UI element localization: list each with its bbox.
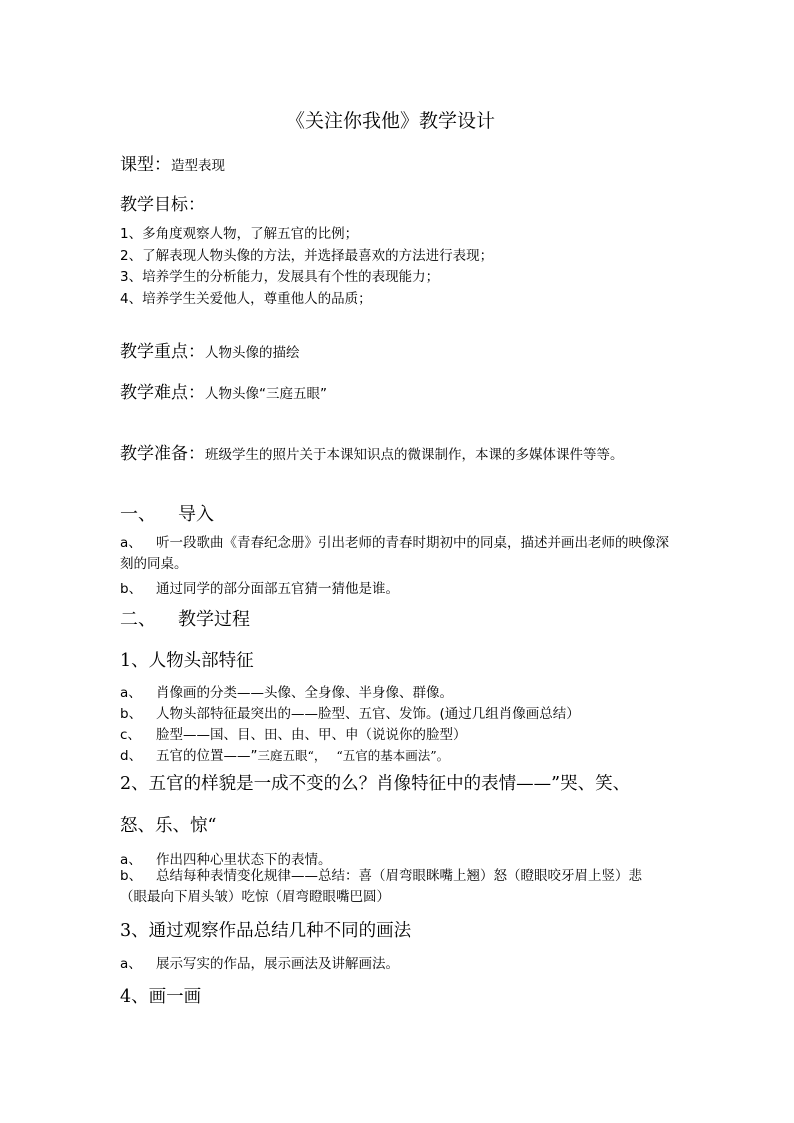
section2-heading	[120, 605, 250, 631]
objective-item-4: 4、培养学生关爱他人，尊重他人的品质；	[120, 291, 372, 307]
key-point-value: 人物头像的描绘	[205, 345, 300, 361]
sub1-item-b	[120, 702, 580, 722]
sub3-item-a-text: 展示写实的作品，展示画法及讲解画法。	[156, 956, 399, 972]
section1-item-b-marker: b、	[120, 581, 143, 597]
section1-item-a-marker: a、	[120, 535, 142, 551]
sub1-item-a	[120, 681, 453, 701]
sub1-item-b-marker: b、	[120, 706, 143, 722]
preparation-row	[120, 439, 624, 464]
sub2-item-b-marker: b、	[120, 868, 143, 884]
key-point-label: 教学重点：	[120, 342, 205, 362]
section2-number: 二、	[120, 609, 156, 630]
sub3-item-a-marker: a、	[120, 956, 142, 972]
sub1-item-c	[120, 723, 467, 743]
sub3-item-a	[120, 952, 399, 972]
preparation-value: 班级学生的照片关于本课知识点的微课制作，本课的多媒体课件等等。	[205, 447, 624, 463]
sub1-item-d-text-a: 五官的位置——”	[156, 748, 258, 764]
section1-item-a	[120, 533, 680, 575]
difficulty-row	[120, 378, 327, 403]
sub2-item-a-text: 作出四种心里状态下的表情。	[156, 852, 332, 868]
sub2-item-a-marker: a、	[120, 852, 142, 868]
sub1-item-c-text: 脸型——国、目、田、由、甲、申（说说你的脸型）	[156, 727, 467, 743]
sub1-item-b-text: 人物头部特征最突出的——脸型、五官、发饰。(通过几组肖像画总结）	[156, 706, 580, 722]
sub1-item-d	[120, 744, 449, 764]
sub2-item-a	[120, 848, 332, 868]
section1-number: 一、	[120, 504, 156, 525]
course-type-row	[120, 150, 225, 175]
section1-item-b	[120, 577, 399, 597]
sub1-item-a-marker: a、	[120, 685, 142, 701]
sub1-item-a-text: 肖像画的分类——头像、全身像、半身像、群像。	[156, 685, 453, 701]
sub2-item-b	[120, 866, 660, 908]
section1-item-b-text: 通过同学的部分面部五官猜一猜他是谁。	[156, 581, 399, 597]
objective-item-1: 1、多角度观察人物，了解五官的比例；	[120, 226, 359, 242]
section1-item-a-text: 听一段歌曲《青春纪念册》引出老师的青春时期初中的同桌，描述并画出老师的映像深刻的同桌。	[120, 535, 669, 572]
sub2-title-line2: 怒、乐、惊“	[120, 816, 217, 836]
sub1-title: 1、人物头部特征	[120, 651, 254, 671]
sub4-title: 4、画一画	[120, 987, 202, 1007]
objectives-heading: 教学目标：	[120, 195, 205, 215]
course-type-value: 造型表现	[171, 158, 225, 174]
difficulty-label: 教学难点：	[120, 383, 205, 403]
section1-title: 导入	[178, 504, 214, 525]
difficulty-value: 人物头像“三庭五眼”	[205, 386, 327, 402]
sub1-item-d-marker: d、	[120, 748, 143, 764]
sub1-item-c-marker: c、	[120, 727, 141, 743]
sub1-item-d-text-c: “五官的基本画法”。	[336, 748, 450, 763]
section1-heading	[120, 500, 214, 526]
course-type-label: 课型：	[120, 155, 171, 175]
sub3-title: 3、通过观察作品总结几种不同的画法	[120, 921, 412, 941]
section2-title: 教学过程	[178, 609, 250, 630]
sub2-item-b-text: 总结每种表情变化规律——总结：喜（眉弯眼眯嘴上翘）怒（瞪眼咬牙眉上竖）悲（眼最向下眉头皱）吃惊（眉弯瞪眼嘴巴圆）	[120, 868, 642, 905]
objective-item-2: 2、了解表现人物头像的方法，并选择最喜欢的方法进行表现；	[120, 248, 494, 264]
document-title: 《关注你我他》教学设计	[286, 110, 496, 132]
sub2-title-line1: 2、五官的样貌是一成不变的么？肖像特征中的表情——”哭、笑、	[120, 774, 631, 794]
key-point-row	[120, 337, 300, 362]
objective-item-3: 3、培养学生的分析能力，发展具有个性的表现能力；	[120, 269, 440, 285]
sub1-item-d-text-b: 三庭五眼“，	[257, 748, 327, 763]
preparation-label: 教学准备：	[120, 444, 205, 464]
